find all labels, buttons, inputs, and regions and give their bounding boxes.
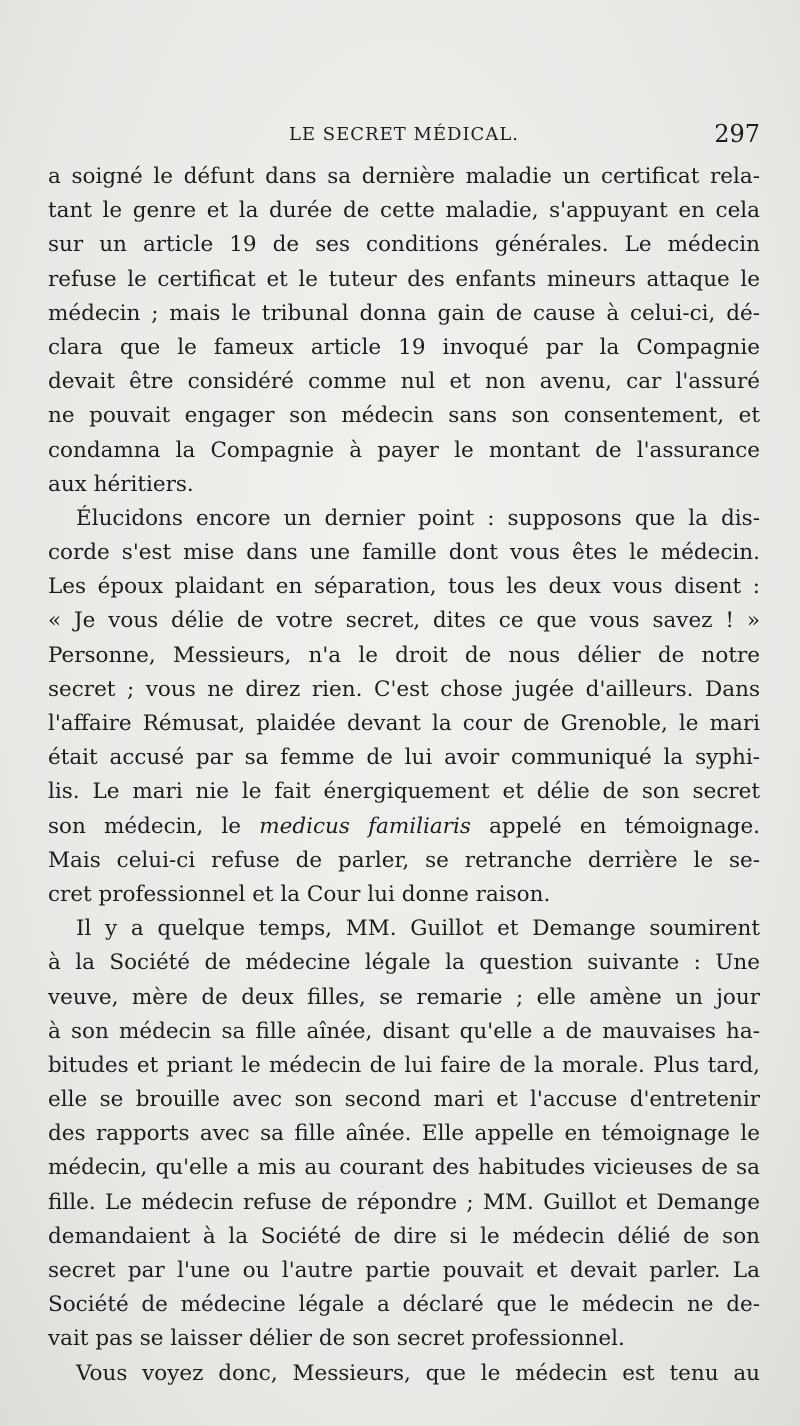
text-line: des rapports avec sa fille aînée. Elle appelle en témoignage le bbox=[48, 1121, 760, 1147]
text-line: fille. Le médecin refuse de répondre ; MM. Guillot et Demange bbox=[48, 1189, 760, 1215]
text-line: à son médecin sa fille aînée, disant qu'elle a de mauvaises ha- bbox=[48, 1018, 760, 1044]
text-line: lis. Le mari nie le fait énergiquement et délie de son secret bbox=[48, 779, 760, 805]
text-line: cret professionnel et la Cour lui donne raison. bbox=[48, 881, 551, 907]
text-line: elle se brouille avec son second mari et l'accuse d'entretenir bbox=[48, 1087, 760, 1113]
text-line bbox=[48, 810, 760, 844]
text-line: « Je vous délie de votre secret, dites ce que vous savez ! » bbox=[48, 608, 760, 634]
italic-term: medicus familiaris bbox=[259, 813, 471, 839]
text-line: Personne, Messieurs, n'a le droit de nous délier de notre bbox=[48, 642, 760, 668]
running-title: LE SECRET MÉDICAL. bbox=[288, 124, 520, 145]
text-line: Vous voyez donc, Messieurs, que le médecin est tenu au bbox=[76, 1360, 760, 1386]
text-line: refuse le certificat et le tuteur des enfants mineurs attaque le bbox=[48, 266, 760, 292]
text-line: sur un article 19 de ses conditions générales. Le médecin bbox=[48, 232, 760, 258]
text-line: veuve, mère de deux filles, se remarie ; elle amène un jour bbox=[48, 984, 760, 1010]
text-line: l'affaire Rémusat, plaidée devant la cour de Grenoble, le mari bbox=[48, 711, 760, 736]
text-line: à la Société de médecine légale la question suivante : Une bbox=[48, 950, 760, 976]
page-header bbox=[48, 120, 760, 156]
text-line: corde s'est mise dans une famille dont vous êtes le médecin. bbox=[48, 540, 760, 566]
text-segment: appelé en témoignage. bbox=[470, 813, 760, 839]
text-line: tant le genre et la durée de cette maladie, s'appuyant en cela bbox=[48, 198, 760, 224]
text-line: a soigné le défunt dans sa dernière maladie un certificat rela- bbox=[48, 164, 760, 189]
text-line: devait être considéré comme nul et non avenu, car l'assuré bbox=[48, 369, 760, 395]
text-line: bitudes et priant le médecin de lui faire de la morale. Plus tard, bbox=[48, 1052, 760, 1078]
text-line: Mais celui-ci refuse de parler, se retranche derrière le se- bbox=[48, 847, 760, 873]
text-line: demandaient à la Société de dire si le médecin délié de son bbox=[48, 1223, 760, 1249]
body-text bbox=[48, 160, 760, 1391]
text-line: Les époux plaidant en séparation, tous les deux vous disent : bbox=[48, 574, 760, 600]
text-line: condamna la Compagnie à payer le montant de l'assurance bbox=[48, 437, 760, 463]
text-line: Il y a quelque temps, MM. Guillot et Demange soumirent bbox=[76, 916, 760, 942]
text-line: secret par l'une ou l'autre partie pouvait et devait parler. La bbox=[48, 1258, 760, 1283]
text-line: Élucidons encore un dernier point : supposons que la dis- bbox=[76, 505, 760, 531]
text-line: était accusé par sa femme de lui avoir communiqué la syphi- bbox=[48, 745, 760, 771]
text-line: ne pouvait engager son médecin sans son consentement, et bbox=[48, 403, 760, 429]
text-segment: son médecin, le bbox=[48, 813, 260, 839]
text-line: vait pas se laisser délier de son secret professionnel. bbox=[48, 1326, 625, 1352]
page-number: 297 bbox=[714, 120, 760, 148]
text-line: médecin ; mais le tribunal donna gain de cause à celui-ci, dé- bbox=[48, 300, 760, 326]
text-line: clara que le fameux article 19 invoqué par la Compagnie bbox=[48, 334, 760, 360]
text-line: secret ; vous ne direz rien. C'est chose jugée d'ailleurs. Dans bbox=[48, 676, 760, 702]
text-line: médecin, qu'elle a mis au courant des habitudes vicieuses de sa bbox=[48, 1155, 760, 1181]
text-line: Société de médecine légale a déclaré que le médecin ne de- bbox=[48, 1292, 760, 1318]
text-line: aux héritiers. bbox=[48, 471, 194, 497]
